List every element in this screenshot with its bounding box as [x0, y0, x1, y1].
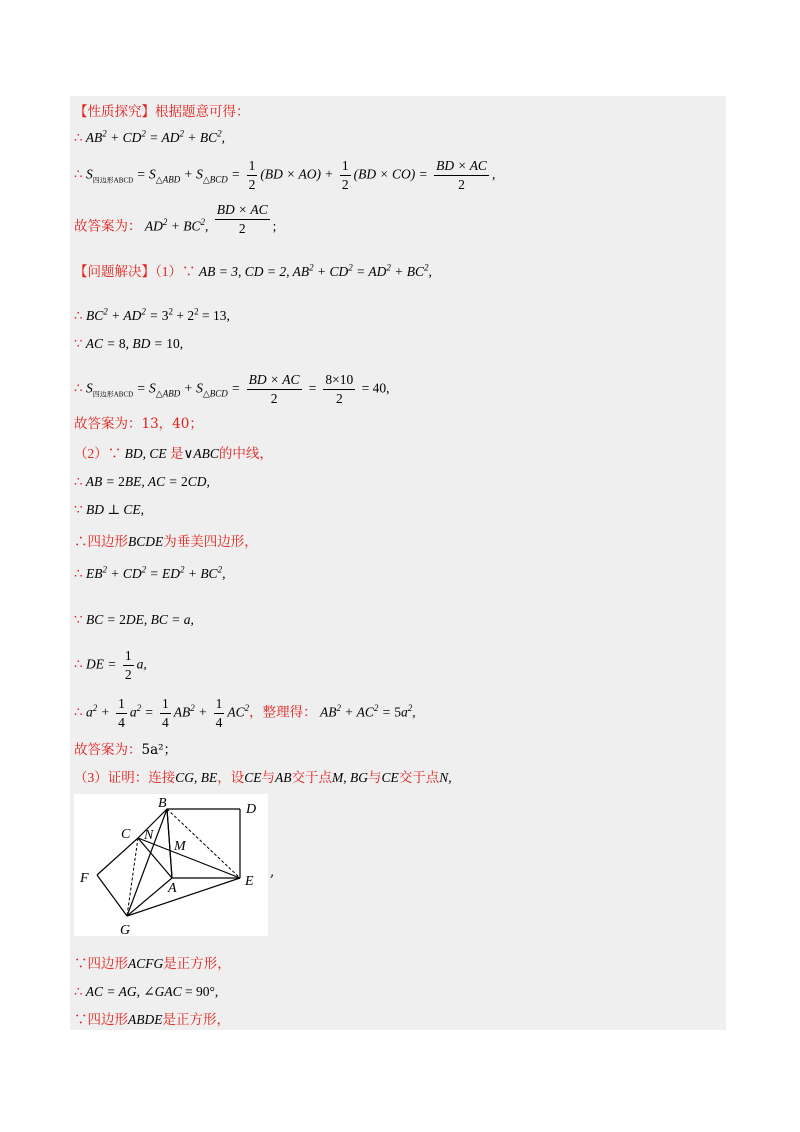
diagram-label-c: C [121, 827, 131, 842]
property-heading: 【性质探究】 [74, 104, 155, 120]
text-and: 与 [368, 770, 382, 785]
text-set: ，设 [217, 770, 245, 785]
diagram-comma: , [270, 864, 275, 880]
because-symbol: ∵ [182, 264, 196, 279]
text-square: 是正方形， [163, 956, 231, 971]
line-answer-1 [74, 414, 203, 434]
text-is: 是 [170, 446, 184, 461]
line-quad-bcde: ∴四边形BCDE为垂美四边形， [74, 534, 258, 549]
text-perp-quad: 为垂美四边形， [163, 534, 258, 549]
because-symbol: ∵ [74, 502, 83, 517]
line-ac-ag: ∴ AC = AG, ∠GAC = 90°, [74, 984, 219, 999]
therefore-symbol: ∴ [74, 704, 83, 720]
line-property-head [74, 102, 250, 122]
therefore-symbol: ∴ [74, 534, 88, 549]
line-part2: （2）∵ BD, CE 是∨ABC的中线， [74, 446, 273, 461]
diagram-label-d: D [246, 802, 257, 817]
diagram-label-n: N [144, 828, 154, 843]
part1-label: （1） [155, 264, 182, 279]
line-problem-head: 【问题解决】（1）∵ AB = 3, CD = 2, $AB^2 + CD^2 = AD^2 + BC^2$, [74, 262, 432, 279]
text-quad: 四边形 [87, 956, 128, 971]
line-eq-13: ∴ $BC^2 + AD^2 = 3^2 + 2^2 = 13$, [74, 306, 230, 323]
text-square: 是正方形， [162, 1012, 230, 1027]
text-intersect: 交于点 [291, 770, 333, 785]
line-ac-bd: ∵ AC = 8, BD = 10, [74, 336, 184, 351]
because-symbol: ∵ [74, 1012, 88, 1027]
line-bc-2de: ∵ BC = 2DE, BC = a, [74, 612, 194, 627]
because-symbol: ∵ [107, 446, 122, 461]
geometry-svg [74, 794, 268, 936]
text-median: 的中线， [218, 446, 273, 461]
diagram-label-a: A [168, 881, 177, 896]
line-eq-area: ∴ $S_{四边形ABCD} = S_{\triangle ABD} + S_{\triangle BCD}$ = $\frac{1}{2}$ (BD × AO) + $\frac{1}{2}$ (BD × CO) = $\frac{BD \times AC}{2}$ , [74, 158, 496, 192]
diagram-label-m: M [174, 839, 186, 854]
answer-1: 13，40； [141, 416, 203, 432]
text-quad: 四边形 [87, 534, 128, 549]
answer-label: 故答案为： [74, 416, 142, 432]
line-simplify: ∴ $a^2$ + $\frac{1}{4}$ $a^2$ = $\frac{1}{4}$ $AB^2$ + $\frac{1}{4}$ $AC^2$，整理得： $AB^2 + AC^2 = 5a^2$, [74, 696, 416, 730]
text-quad: 四边形 [87, 1012, 128, 1027]
therefore-symbol: ∴ [74, 308, 83, 323]
therefore-symbol: ∴ [74, 984, 83, 999]
therefore-symbol: ∴ [74, 566, 83, 581]
text-intersect: 交于点 [398, 770, 440, 785]
diagram-label-g: G [120, 923, 131, 936]
diagram-label-f: F [80, 871, 89, 886]
line-de-half: ∴ DE = $\frac{1}{2}$ a, [74, 648, 147, 682]
text-and: 与 [261, 770, 276, 785]
part2-label: （2） [74, 446, 108, 461]
answer-label: 故答案为： [74, 218, 142, 234]
line-part3: （3）证明：连接CG, BE，设CE与AB交于点M, BG与CE交于点N, [74, 770, 452, 785]
because-symbol: ∵ [74, 336, 83, 351]
part3-label: （3）证明：连接 [74, 770, 176, 785]
line-bd-perp: ∵ BD ⊥ CE, [74, 502, 145, 517]
line-answer-property: 故答案为： $AD^2 + BC^2$, $\frac{BD \times AC}{2}$ ; [74, 202, 277, 236]
line-eb-cd: ∴ $EB^2 + CD^2 = ED^2 + BC^2$, [74, 564, 226, 581]
text-simplify: ，整理得： [249, 704, 317, 720]
line-ab-2be: ∴ AB = 2BE, AC = 2CD, [74, 474, 210, 489]
therefore-symbol: ∴ [74, 166, 83, 182]
answer-label: 故答案为： [74, 742, 142, 758]
problem-heading: 【问题解决】 [74, 264, 155, 279]
diagram-label-b: B [158, 796, 167, 811]
line-eq-40: ∴ $S_{四边形ABCD} = S_{\triangle ABD} + S_{\triangle BCD}$ = $\frac{BD \times AC}{2}$ = $\frac{8\times 10}{2}$ = 40, [74, 372, 390, 406]
diagram-label-e: E [245, 874, 254, 889]
because-symbol: ∵ [74, 956, 88, 971]
therefore-symbol: ∴ [74, 656, 83, 672]
because-symbol: ∵ [74, 612, 83, 627]
therefore-symbol: ∴ [74, 474, 83, 489]
therefore-symbol: ∴ [74, 130, 83, 145]
line-answer-2 [74, 740, 177, 760]
geometry-diagram [74, 794, 268, 936]
property-text: 根据题意可得： [155, 104, 250, 120]
therefore-symbol: ∴ [74, 380, 83, 396]
line-acfg-square: ∵四边形ACFG是正方形， [74, 956, 231, 971]
line-eq-1: ∴ $AB^2 + CD^2 = AD^2 + BC^2$, [74, 128, 225, 145]
line-abde-square: ∵四边形ABDE是正方形， [74, 1012, 230, 1027]
answer-2: 5a²； [141, 742, 178, 758]
